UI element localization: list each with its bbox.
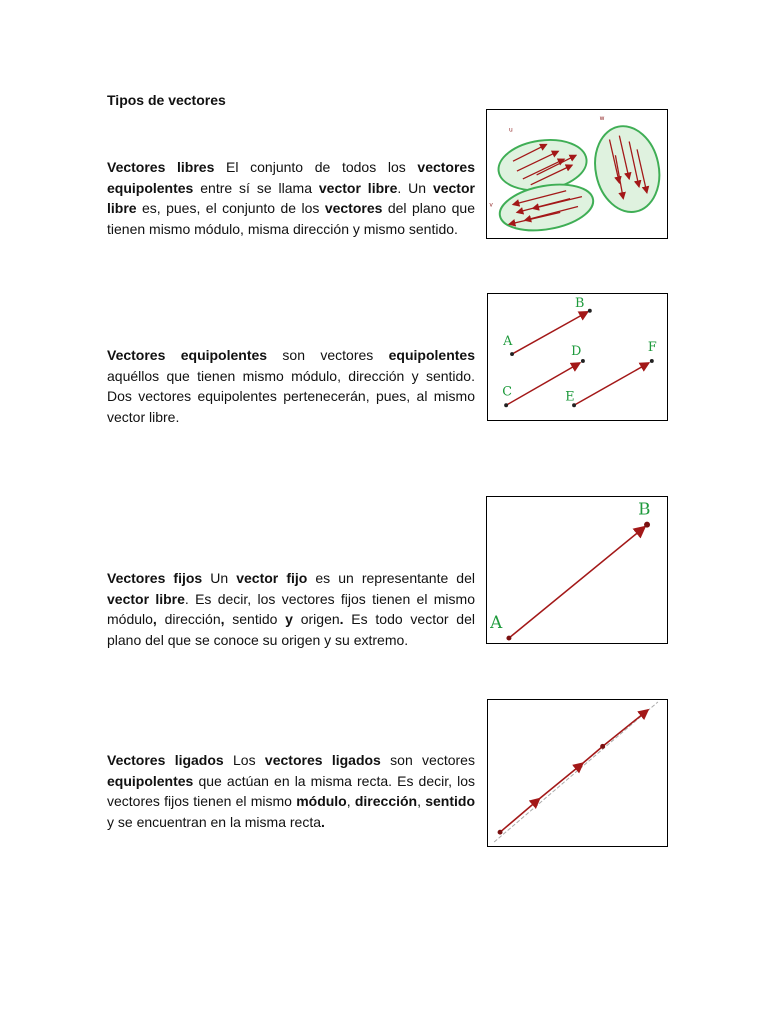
text-run: vectores equipolentes	[107, 159, 475, 196]
text-run: equipolentes	[388, 347, 475, 363]
text-run: ,	[220, 611, 225, 627]
text-run: origen	[292, 611, 340, 627]
figure-vectores-ligados	[487, 699, 668, 847]
figure-vectores-fijos	[486, 496, 668, 644]
section-vectores-equipolentes	[107, 345, 475, 427]
figure-vectores-equipolentes	[487, 293, 668, 421]
text-run: Los	[223, 752, 265, 768]
section-vectores-ligados	[107, 750, 475, 832]
label-A: A	[503, 334, 513, 350]
label-w: w	[599, 115, 605, 122]
text-run: El conjunto de todos los	[214, 159, 418, 175]
text-run: Vectores equipolentes	[107, 347, 268, 363]
label-u: u	[509, 127, 513, 134]
support-line	[494, 702, 658, 842]
ellipse-v	[496, 178, 597, 237]
text-run: son vectores	[267, 347, 389, 363]
text-run: dirección	[156, 611, 221, 627]
text-run: es, pues, el conjunto de los	[136, 200, 325, 216]
text-run: Vectores libres	[107, 159, 215, 175]
vectores-fijos-diagram	[487, 497, 667, 643]
text-run: vector libre	[107, 590, 185, 607]
text-run: dirección	[354, 793, 418, 809]
figure-vectores-libres	[486, 109, 668, 239]
section-vectores-libres	[107, 157, 475, 239]
text-run: vector libre	[107, 179, 475, 216]
text-run: .	[321, 813, 325, 830]
label-E: E	[565, 389, 575, 405]
text-run: son vectores	[380, 752, 475, 768]
label-C: C	[502, 384, 512, 400]
page-title: Tipos de vectores	[107, 92, 226, 108]
text-run: sentido	[224, 611, 286, 627]
vectores-ligados-diagram	[488, 700, 667, 846]
label-F: F	[647, 340, 657, 356]
linked-vectors	[500, 710, 648, 832]
text-run: vectores	[324, 200, 383, 216]
text-run: es un representante del	[307, 570, 475, 586]
label-B: B	[575, 295, 585, 311]
text-run: Es todo vector del plano del que se conoce su origen y su extremo.	[107, 611, 475, 648]
label-B: B	[638, 498, 651, 519]
text-run: módulo	[296, 793, 347, 809]
text-run: Vectores fijos	[107, 570, 203, 586]
text-run: vectores ligados	[264, 752, 381, 768]
vectores-libres-diagram	[487, 110, 667, 238]
text-run: Vectores ligados	[107, 752, 224, 768]
text-run: . Un	[397, 179, 433, 196]
text-run: que actúan en la misma recta. Es decir, los vectores fijos tienen el mismo	[107, 772, 475, 809]
text-run: y	[285, 611, 293, 627]
text-run: ,	[346, 793, 355, 809]
text-run: sentido	[425, 793, 476, 809]
text-run: del plano que tienen mismo módulo, misma dirección y mismo sentido.	[107, 200, 475, 237]
vector-AB	[509, 527, 645, 638]
text-run: y se encuentran en la misma recta	[107, 813, 321, 830]
label-v: v	[489, 202, 493, 209]
label-D: D	[571, 344, 582, 360]
section-vectores-fijos	[107, 568, 475, 650]
text-run: ,	[417, 793, 426, 809]
text-run: equipolentes	[107, 772, 194, 789]
text-run: entre sí se llama	[193, 179, 319, 196]
text-run: ,	[152, 611, 157, 627]
text-run: aquéllos que tienen mismo módulo, dirección y sentido. Dos vectores equipolentes pertenecerán, pues, al mismo vector libre.	[107, 367, 475, 425]
text-run: Un	[202, 570, 237, 586]
text-run: . Es decir, los vectores fijos tienen el mismo módulo	[107, 590, 475, 627]
vectores-equipolentes-diagram	[488, 294, 667, 420]
label-A: A	[490, 612, 503, 633]
text-run: vector fijo	[236, 570, 308, 586]
text-run: vector libre	[318, 179, 398, 196]
text-run: .	[339, 611, 344, 627]
